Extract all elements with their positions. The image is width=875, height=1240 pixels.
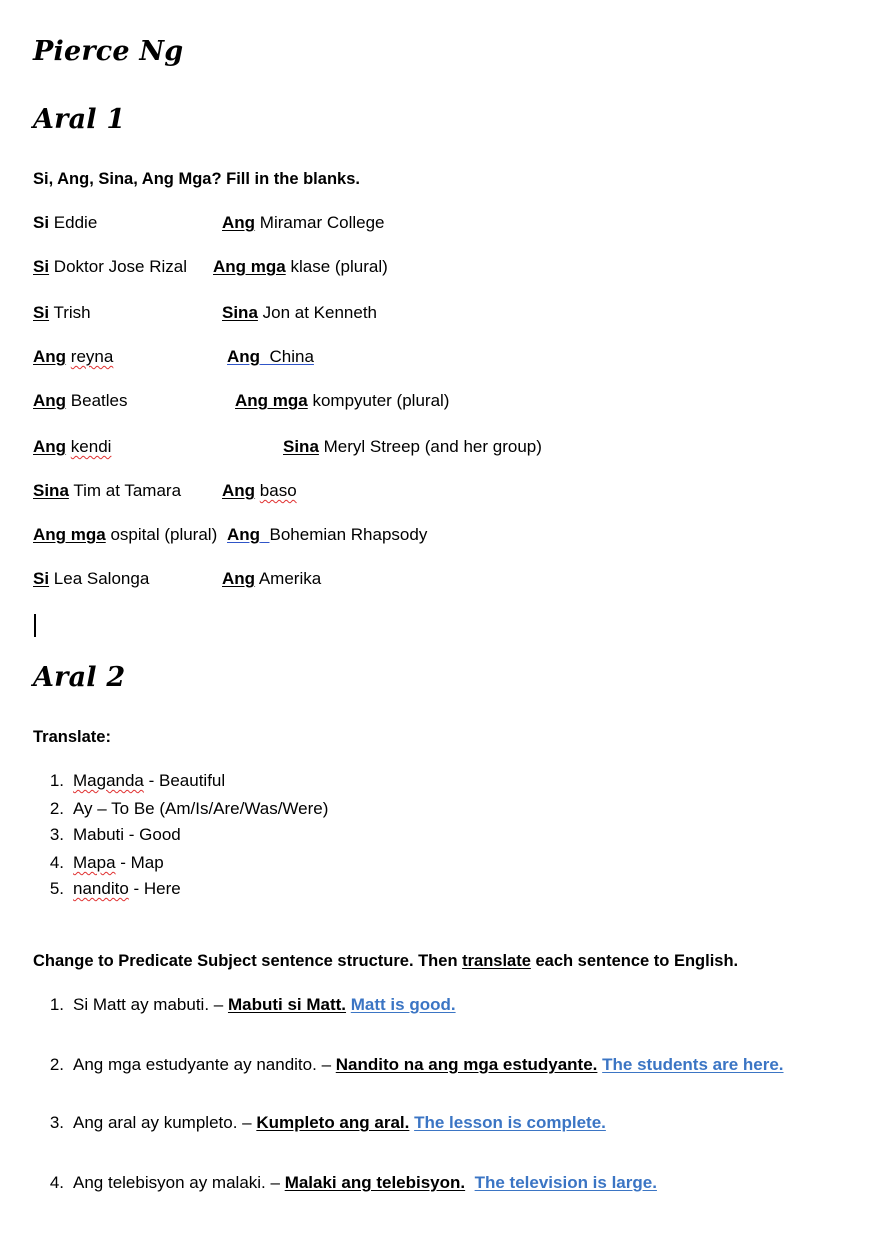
vocab-item-2: 2. Ay – To Be (Am/Is/Are/Was/Were) [49, 799, 329, 818]
noun: baso [259, 481, 297, 500]
marker: Ang [33, 347, 67, 366]
aral1-instruction: Si, Ang, Sina, Ang Mga? Fill in the blanks. [33, 170, 360, 188]
marker: Ang [33, 437, 67, 456]
noun: Eddie [53, 213, 98, 232]
marker: Ang [222, 481, 256, 500]
sentence-item-2: 2. Ang mga estudyante ay nandito. – Nandito na ang mga estudyante. The students are here. [49, 1055, 784, 1074]
predicate-instruction: Change to Predicate Subject sentence structure. Then translate each sentence to English. [33, 952, 739, 970]
restructured-sentence: Mabuti si Matt. [227, 995, 347, 1014]
marker: Si [33, 303, 50, 322]
marker: Sina [283, 437, 319, 456]
original-sentence: Ang mga estudyante ay nandito. [73, 1055, 317, 1074]
noun: Lea Salonga [53, 569, 150, 588]
aral2-heading: Aral 2 [33, 662, 126, 693]
table-row-5-right [235, 391, 449, 411]
original-sentence: Si Matt ay mabuti. [73, 995, 210, 1014]
noun: kendi [70, 437, 112, 456]
table-row-3-left [33, 303, 91, 323]
table-row-4-left [33, 347, 113, 367]
table-row-1-left [33, 213, 97, 233]
english-translation: The students are here. [602, 1055, 784, 1074]
table-row-4-right [227, 347, 314, 367]
english-translation: The television is large. [474, 1173, 657, 1192]
vocab-item-3: 3. Mabuti - Good [49, 825, 181, 844]
marker: Si [33, 569, 50, 588]
noun: Bohemian Rhapsody [269, 525, 428, 544]
sentence-item-3: 3. Ang aral ay kumpleto. – Kumpleto ang aral. The lesson is complete. [49, 1113, 606, 1132]
marker: Ang mga [33, 525, 106, 544]
marker: Ang [222, 213, 256, 232]
noun: reyna [70, 347, 114, 366]
noun: ospital (plural) [110, 525, 218, 544]
noun: Tim at Tamara [73, 481, 182, 500]
restructured-sentence: Nandito na ang mga estudyante. [335, 1055, 598, 1074]
table-row-9-right [222, 569, 321, 589]
restructured-sentence: Malaki ang telebisyon. [284, 1173, 466, 1192]
original-sentence: Ang telebisyon ay malaki. [73, 1173, 266, 1192]
vocab-item-5: 5. nandito - Here [49, 879, 181, 898]
marker: Ang [222, 569, 256, 588]
original-sentence: Ang aral ay kumpleto. [73, 1113, 238, 1132]
noun: Jon at Kenneth [262, 303, 378, 322]
table-row-7-right [222, 481, 297, 501]
marker: Ang [33, 391, 67, 410]
author-name: Pierce Ng [33, 36, 184, 67]
sentence-item-1: 1. Si Matt ay mabuti. – Mabuti si Matt. Matt is good. [49, 995, 456, 1014]
text-cursor [34, 614, 36, 637]
noun: Amerika [258, 569, 322, 588]
noun: Trish [53, 303, 91, 322]
translate-label: Translate: [33, 728, 111, 746]
noun: Miramar College [259, 213, 385, 232]
table-row-5-left [33, 391, 127, 411]
noun: klase (plural) [290, 257, 388, 276]
vocab-item-1: 1. Maganda - Beautiful [49, 771, 226, 790]
marker: Ang mga [213, 257, 286, 276]
noun: kompyuter (plural) [312, 391, 450, 410]
marker: Ang [227, 525, 261, 544]
table-row-9-left [33, 569, 149, 589]
table-row-8-right [227, 525, 427, 545]
aral1-heading: Aral 1 [33, 104, 126, 135]
noun: China [269, 347, 314, 366]
table-row-1-right [222, 213, 384, 233]
noun: Doktor Jose Rizal [53, 257, 188, 276]
table-row-6-right [283, 437, 542, 457]
table-row-8-left [33, 525, 217, 545]
sentence-item-4: 4. Ang telebisyon ay malaki. – Malaki ang telebisyon. The television is large. [49, 1173, 657, 1192]
marker: Si [33, 213, 50, 232]
english-translation: The lesson is complete. [414, 1113, 606, 1132]
noun: Beatles [70, 391, 128, 410]
table-row-3-right [222, 303, 377, 323]
restructured-sentence: Kumpleto ang aral. [256, 1113, 410, 1132]
marker: Ang mga [235, 391, 308, 410]
english-translation: Matt is good. [350, 995, 456, 1014]
table-row-2-left [33, 257, 187, 277]
noun: Meryl Streep (and her group) [323, 437, 542, 456]
marker: Si [33, 257, 50, 276]
marker: Sina [222, 303, 258, 322]
marker: Ang [227, 347, 261, 366]
marker: Sina [33, 481, 69, 500]
vocab-item-4: 4. Mapa - Map [49, 853, 164, 872]
table-row-2-right [213, 257, 388, 277]
table-row-7-left [33, 481, 181, 501]
table-row-6-left [33, 437, 111, 457]
